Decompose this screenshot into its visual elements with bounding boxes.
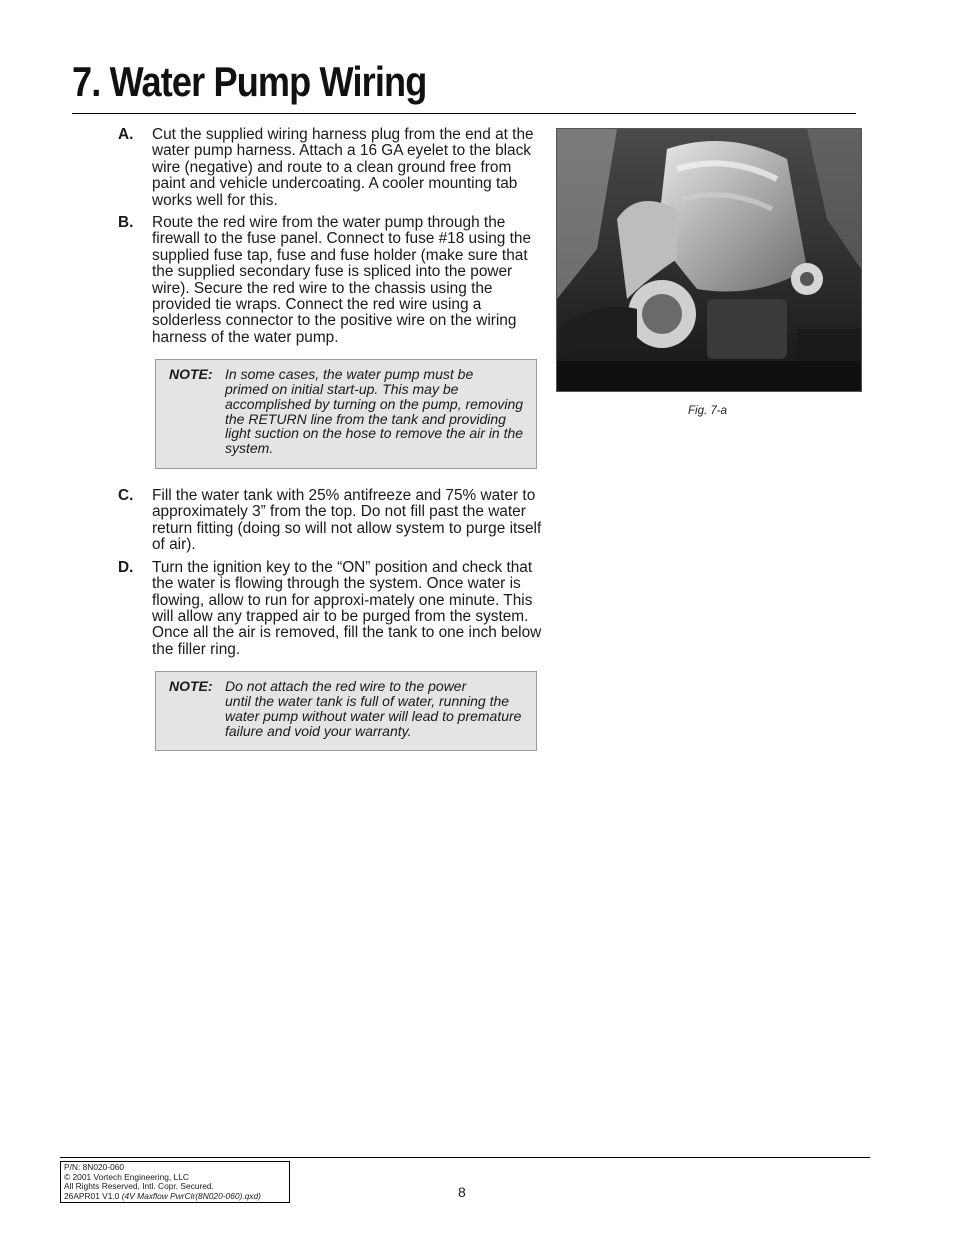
title-divider [72, 113, 856, 114]
footer-part-number: P/N: 8N020-060 [64, 1162, 125, 1172]
note-box-warning [155, 671, 537, 751]
step-b [118, 215, 543, 346]
step-text: Cut the supplied wiring harness plug from the end at the water pump harness. Attach a 16 GA eyelet to the black wire (negative) and route to a clean ground free from paint and vehicle undercoating. A cooler mounting tab works well for this. [152, 126, 534, 209]
footer-version: 26APR01 V1.0 [64, 1190, 120, 1201]
step-text: Route the red wire from the water pump through the firewall to the fuse panel. Connect to fuse #18 using the supplied fuse tap, fuse and fuse holder (make sure that the supplied secondary fuse is spliced into the power wire). Secure the red wire to the chassis using the provided tie wraps. Connect the red wire using a solderless connector to the positive wire on the wiring harness of the water pump. [152, 214, 532, 346]
footer-divider [60, 1157, 870, 1158]
note-first-line: In some cases, the water pump must be [225, 366, 474, 383]
instructions-column [118, 127, 543, 770]
note-body: primed on initial start-up. This may be accomplished by turning on the pump, removing the RETURN line from the tank and providing light suction on the hose to remove the air in the system. [225, 381, 524, 457]
step-c [118, 488, 543, 554]
step-letter: D. [118, 558, 134, 576]
footer-file-name: (4V Maxflow PwrClr(8N020-060).qxd) [121, 1190, 261, 1201]
footer-info-box [60, 1161, 290, 1203]
figure-caption: Fig. 7-a [688, 405, 727, 417]
step-letter: C. [118, 487, 134, 505]
engine-photo-illustration [557, 129, 861, 391]
engine-bay-photo [556, 128, 862, 392]
footer-version-line [64, 1192, 286, 1202]
step-text: Fill the water tank with 25% antifreeze and 75% water to approximately 3” from the top. Do not fill past the water return fitting (doing so will not allow system to purge itself of air). [152, 487, 542, 554]
step-text: Turn the ignition key to the “ON” position and check that the water is flowing through the system. Once water is flowing, allow to run for approxi-mately one minute. This will allow any trapped air to be purged from the system. Once all the air is removed, fill the tank to one inch below the filler ring. [152, 558, 542, 658]
step-letter: A. [118, 126, 134, 143]
note-body: until the water tank is full of water, running the water pump without water will lead to premature failure and void your warranty. [225, 692, 522, 739]
note-box-primer [155, 359, 537, 469]
step-a [118, 127, 543, 209]
footer-rights: All Rights Reserved, Intl. Copr. Secured. [64, 1181, 214, 1192]
page-number: 8 [458, 1184, 466, 1200]
step-d [118, 560, 543, 658]
note-first-line: Do not attach the red wire to the power [225, 678, 467, 695]
note-label: NOTE: [169, 678, 213, 695]
page-title: 7. Water Pump Wiring [72, 58, 427, 105]
footer-copyright: © 2001 Vortech Engineering, LLC [64, 1171, 189, 1182]
note-label: NOTE: [169, 366, 213, 383]
step-letter: B. [118, 214, 134, 232]
